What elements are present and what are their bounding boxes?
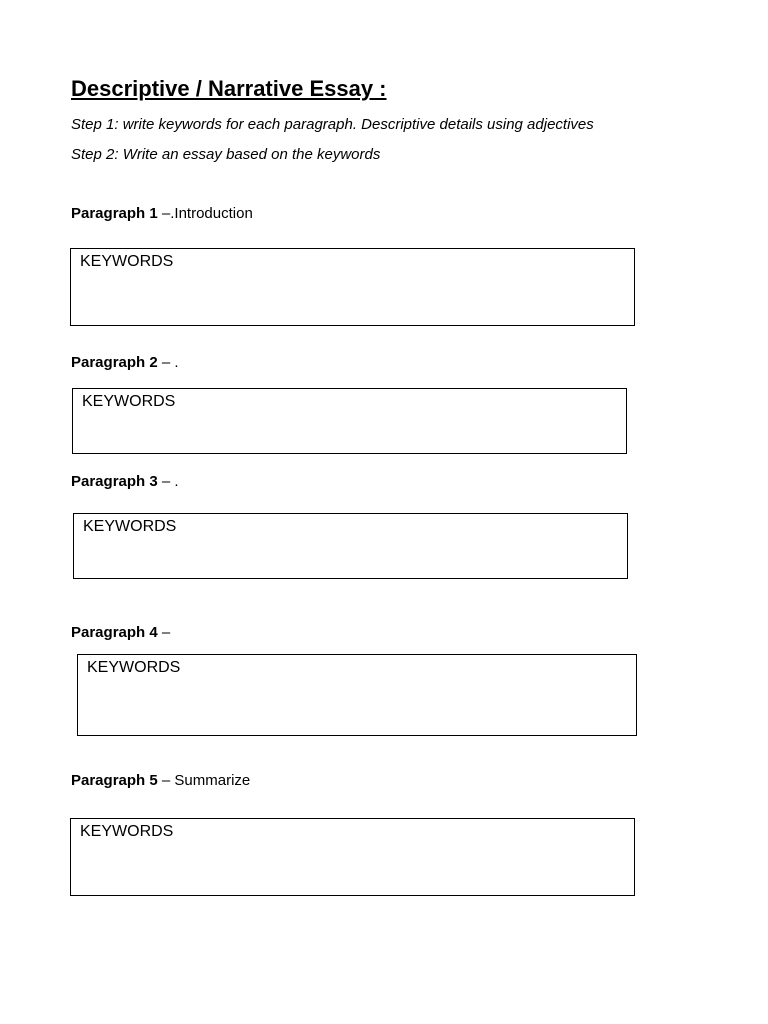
paragraph-1-keywords-label: KEYWORDS [80, 253, 174, 270]
paragraph-1-suffix: –.Introduction [157, 205, 253, 222]
paragraph-4-keywords-label: KEYWORDS [87, 659, 181, 676]
paragraph-3-keywords-label: KEYWORDS [83, 518, 177, 535]
paragraph-2-suffix: – . [157, 354, 179, 371]
paragraph-1-keywords-box[interactable] [70, 248, 635, 326]
paragraph-3-label: Paragraph 3 [71, 473, 158, 490]
paragraph-2-keywords-box[interactable] [72, 388, 627, 454]
paragraph-1-label: Paragraph 1 [71, 205, 158, 222]
paragraph-2-heading [71, 354, 179, 371]
paragraph-4-label: Paragraph 4 [71, 624, 158, 641]
paragraph-4-keywords-box[interactable] [77, 654, 637, 736]
paragraph-3-keywords-box[interactable] [73, 513, 628, 579]
paragraph-5-heading [71, 772, 250, 789]
paragraph-5-keywords-label: KEYWORDS [80, 823, 174, 840]
step-2-instruction: Step 2: Write an essay based on the keywords [71, 146, 381, 163]
paragraph-4-heading [71, 624, 170, 641]
paragraph-1-heading [71, 205, 253, 222]
document-title: Descriptive / Narrative Essay : [71, 76, 387, 101]
paragraph-3-heading [71, 473, 179, 490]
paragraph-2-label: Paragraph 2 [71, 354, 158, 371]
paragraph-2-keywords-label: KEYWORDS [82, 393, 176, 410]
paragraph-3-suffix: – . [157, 473, 179, 490]
paragraph-5-suffix: – Summarize [157, 772, 251, 789]
paragraph-5-label: Paragraph 5 [71, 772, 158, 789]
step-1-instruction: Step 1: write keywords for each paragraph. Descriptive details using adjectives [71, 116, 594, 133]
paragraph-5-keywords-box[interactable] [70, 818, 635, 896]
paragraph-4-suffix: – [157, 624, 171, 641]
